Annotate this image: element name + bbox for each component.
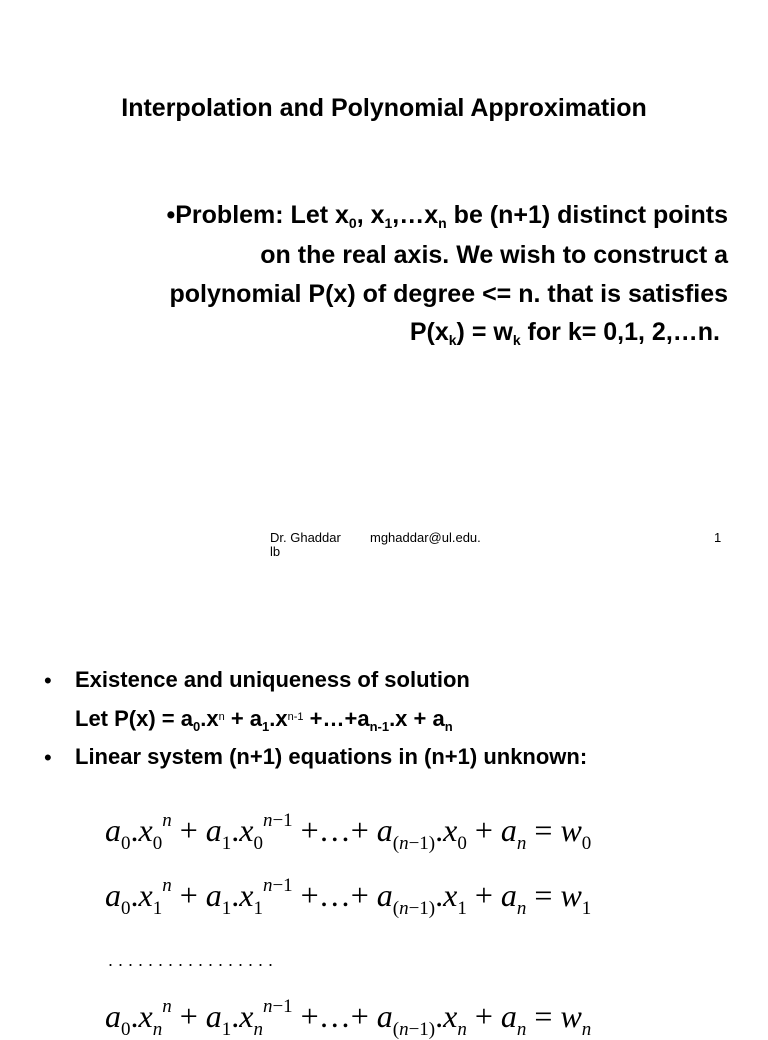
footer-author: Dr. Ghaddar [270, 530, 341, 545]
problem-line-4: $P(x_k) = w_k$ for k= 0,1, 2,…n. [409, 318, 720, 348]
problem-line-2: on the real axis. We wish to construct a [260, 241, 728, 269]
equation-0: $a_0.x_0^n + a_1.x_0^{n-1}$ +…+ $a_{(n-1)}.x_0 + a_n = w_0$ [105, 810, 592, 854]
problem-line-1: •Problem: Let $x_0$, $x_1,\dots x_n$ be (n+1) distinct points [166, 201, 728, 231]
polynomial-definition: Let $P(x) = a_0.x^n + a_1.x^{n-1}$ $+\dots+a_{n-1}.x + a_n$ [75, 706, 453, 734]
ellipsis-row: . . . . . . . . . . . . . . . . . [108, 950, 274, 970]
problem-line-3: polynomial P(x) of degree <= n. that is satisfies [169, 280, 728, 308]
bullet-existence: Existence and uniqueness of solution [75, 667, 470, 692]
bullet-dot: • [44, 745, 52, 770]
slide-title: Interpolation and Polynomial Approximation [121, 94, 647, 122]
footer-email: mghaddar@ul.edu. [370, 530, 481, 545]
bullet-dot: • [44, 668, 52, 693]
footer-email-cont: lb [270, 544, 281, 559]
equation-n: $a_0.x_n^n + a_1.x_n^{n-1}$ +…+ $a_{(n-1)}.x_n + a_n = w_n$ [105, 996, 592, 1040]
bullet-linear-system: Linear system (n+1) equations in (n+1) unknown: [75, 744, 588, 769]
equation-1: $a_0.x_1^n + a_1.x_1^{n-1}$ +…+ $a_{(n-1)}.x_1 + a_n = w_1$ [105, 875, 592, 919]
page-number: 1 [714, 530, 722, 545]
